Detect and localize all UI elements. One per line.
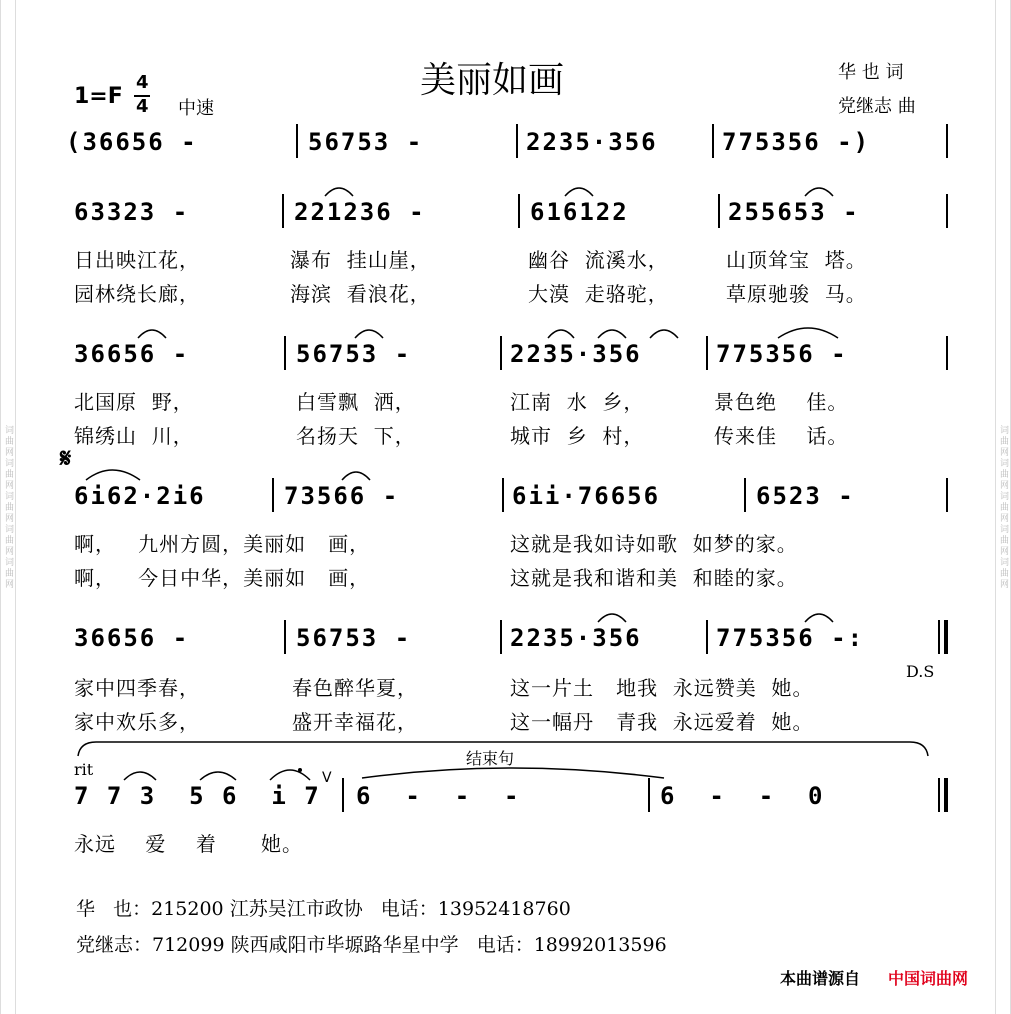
lyric-5-1b: 家中欢乐多， bbox=[74, 710, 200, 734]
lyric-3-3a: 江南 水 乡， bbox=[510, 390, 645, 414]
measure-2-3: 616122 bbox=[530, 198, 629, 226]
contact-composer: 党继志：712099 陕西咸阳市毕塬路华星中学 电话：18992013596 bbox=[76, 934, 667, 956]
lyric-2-2b: 海滨 看浪花， bbox=[290, 282, 431, 306]
lyric-3-2a: 白雪飘 洒， bbox=[296, 390, 416, 414]
measure-5-3: 2235·356 bbox=[510, 624, 642, 652]
slur-mark bbox=[778, 328, 838, 338]
lyric-4-2b: 这就是我和谐和美 和睦的家。 bbox=[510, 566, 798, 590]
song-title: 美丽如画 bbox=[420, 60, 565, 101]
lyric-2-4a: 山顶耸宝 塔。 bbox=[726, 248, 867, 272]
lyric-2-4b: 草原驰骏 马。 bbox=[726, 282, 867, 306]
measure-1-2: 56753 - bbox=[308, 128, 424, 156]
slur-mark bbox=[362, 768, 664, 778]
measure-6-2: 6 - - - bbox=[356, 782, 521, 810]
lyric-5-3a: 这一片土 地我 永远赞美 她。 bbox=[510, 676, 814, 700]
source-label: 本曲谱源自 bbox=[780, 969, 861, 988]
measure-3-3: 2235·356 bbox=[510, 340, 642, 368]
lyric-6-1: 永远 爱 着 她。 bbox=[74, 832, 304, 856]
measure-4-2: 73566 - bbox=[284, 482, 400, 510]
slur-mark bbox=[805, 614, 833, 622]
time-signature-bottom: 4 bbox=[136, 96, 149, 117]
ritardando-marking: rit bbox=[74, 760, 94, 779]
measure-2-2: 221236 - bbox=[294, 198, 426, 226]
slur-mark bbox=[270, 770, 310, 780]
lyric-3-1a: 北国原 野， bbox=[74, 390, 194, 414]
lyric-4-2a: 这就是我如诗如歌 如梦的家。 bbox=[510, 532, 798, 556]
slur-mark bbox=[650, 330, 678, 338]
lyric-3-3b: 城市 乡 村， bbox=[510, 424, 645, 448]
lyric-4-1b: 啊， 今日中华，美丽如 画， bbox=[74, 566, 371, 590]
fermata-dot bbox=[298, 768, 302, 772]
measure-5-1: 36656 - bbox=[74, 624, 190, 652]
lyric-3-4a: 景色绝 佳。 bbox=[714, 390, 849, 414]
measure-4-3: 6ii·76656 bbox=[512, 482, 661, 510]
lyric-4-1a: 啊， 九州方圆，美丽如 画， bbox=[74, 532, 371, 556]
lyric-2-3a: 幽谷 流溪水， bbox=[528, 248, 669, 272]
lyric-5-2a: 春色醉华夏， bbox=[292, 676, 418, 700]
dal-segno: D.S bbox=[906, 662, 935, 681]
measure-3-4: 775356 - bbox=[716, 340, 848, 368]
composer-credit: 党继志 曲 bbox=[838, 96, 916, 117]
source-site-link[interactable]: 中国词曲网 bbox=[888, 969, 969, 988]
slur-mark bbox=[342, 472, 370, 480]
lyric-3-4b: 传来佳 话。 bbox=[714, 424, 849, 448]
slur-mark bbox=[598, 614, 626, 622]
time-signature-top: 4 bbox=[136, 72, 149, 93]
key-signature: 1=F bbox=[74, 84, 123, 109]
slur-mark bbox=[565, 188, 593, 196]
slur-mark bbox=[200, 772, 236, 780]
lyric-5-1a: 家中四季春， bbox=[74, 676, 200, 700]
measure-3-1: 36656 - bbox=[74, 340, 190, 368]
measure-2-1: 63323 - bbox=[74, 198, 190, 226]
slur-mark bbox=[355, 330, 383, 338]
lyric-5-2b: 盛开幸福花， bbox=[292, 710, 418, 734]
lyric-5-3b: 这一幅丹 青我 永远爱着 她。 bbox=[510, 710, 814, 734]
measure-6-1: 7 7 3 5 6 i 7 bbox=[74, 782, 321, 810]
slur-mark bbox=[598, 330, 626, 338]
lyric-3-1b: 锦绣山 川， bbox=[74, 424, 194, 448]
measure-3-2: 56753 - bbox=[296, 340, 412, 368]
right-watermark-strip: 词曲网词曲网词曲网词曲网词曲网 bbox=[995, 0, 1011, 1014]
measure-1-3: 2235·356 bbox=[526, 128, 658, 156]
lyricist-credit: 华 也 词 bbox=[838, 62, 904, 83]
lyric-2-1a: 日出映江花， bbox=[74, 248, 200, 272]
lyric-2-1b: 园林绕长廊， bbox=[74, 282, 200, 306]
measure-4-4: 6523 - bbox=[756, 482, 855, 510]
measure-4-1: 6i62·2i6 bbox=[74, 482, 206, 510]
measure-1-1: (36656 - bbox=[66, 128, 198, 156]
measure-2-4: 255653 - bbox=[728, 198, 860, 226]
slur-mark bbox=[548, 330, 574, 338]
measure-5-2: 56753 - bbox=[296, 624, 412, 652]
breath-mark: V bbox=[322, 770, 332, 786]
slur-mark bbox=[124, 772, 156, 780]
slur-mark bbox=[86, 470, 140, 480]
measure-1-4: 775356 -) bbox=[722, 128, 871, 156]
contact-lyricist: 华 也：215200 江苏吴江市政协 电话：13952418760 bbox=[76, 898, 571, 920]
lyric-2-2a: 瀑布 挂山崖， bbox=[290, 248, 431, 272]
segno-sign: 𝄋 bbox=[60, 444, 72, 474]
left-watermark-strip: 词曲网词曲网词曲网词曲网词曲网 bbox=[0, 0, 16, 1014]
slur-mark bbox=[325, 188, 353, 196]
measure-6-3: 6 - - 0 bbox=[660, 782, 825, 810]
lyric-2-3b: 大漠 走骆驼， bbox=[528, 282, 669, 306]
slur-mark bbox=[138, 330, 166, 338]
ending-label: 结束句 bbox=[466, 749, 515, 768]
tempo-marking: 中速 bbox=[178, 98, 214, 119]
ending-bracket bbox=[78, 742, 928, 756]
slur-mark bbox=[805, 188, 833, 196]
lyric-3-2b: 名扬天 下， bbox=[296, 424, 416, 448]
measure-5-4: 775356 -: bbox=[716, 624, 865, 652]
